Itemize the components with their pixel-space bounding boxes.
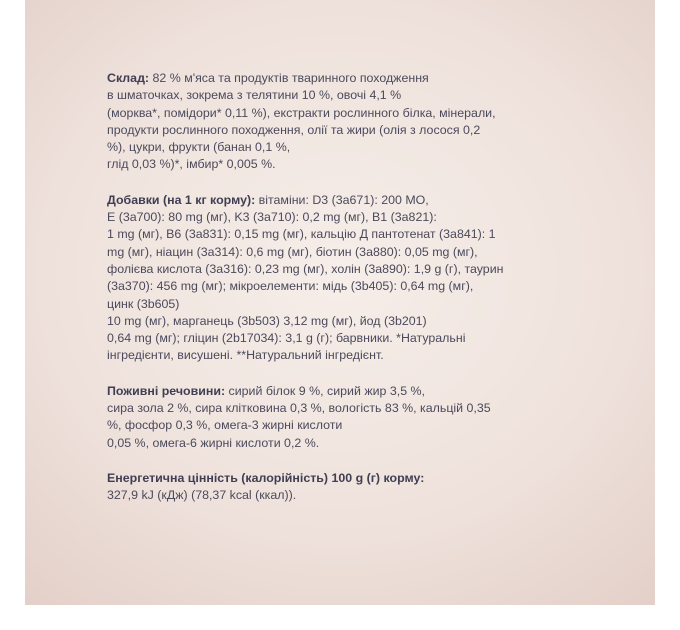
nutrients-line-1 xyxy=(107,383,612,400)
energy-line-1: 327,9 kJ (кДж) (78,37 kcal (ккал)). xyxy=(107,488,297,503)
additives-section xyxy=(107,192,612,365)
composition-section xyxy=(107,70,612,174)
composition-text: 82 % м'яса та продуктів тваринного походження xyxy=(149,71,429,85)
additives-line-1 xyxy=(107,192,612,209)
nutrients-line-3: %, фосфор 0,3 %, омега-3 жирні кислоти xyxy=(107,418,343,433)
additives-line-2: E (3a700): 80 mg (мг), K3 (3a710): 0,2 mg (мг), B1 (3a821): xyxy=(107,210,437,225)
product-info-panel xyxy=(25,0,655,605)
additives-line-10: інгредієнти, висушені. **Натуральний інгредієнт. xyxy=(107,348,384,363)
composition-line-5: %), цукри, фрукти (банан 0,1 %, xyxy=(107,140,291,155)
energy-section xyxy=(107,470,612,505)
composition-label: Склад: xyxy=(107,71,150,85)
additives-line-4: mg (мг), ніацин (3a314): 0,6 mg (мг), біотин (3a880): 0,05 mg (мг), xyxy=(107,244,478,259)
composition-line-4: продукти рослинного походження, олії та жири (олія з лосося 0,2 xyxy=(107,122,481,137)
composition-line-1 xyxy=(107,70,612,87)
energy-label: Енергетична цінність (калорійність) 100 g (г) корму: xyxy=(107,470,425,485)
additives-line-3: 1 mg (мг), B6 (3a831): 0,15 mg (мг), кальцію Д пантотенат (3a841): 1 xyxy=(107,227,496,242)
nutrients-line-4: 0,05 %, омега-6 жирні кислоти 0,2 %. xyxy=(107,435,320,450)
additives-line-6: (3a370): 456 mg (мг); мікроелементи: мідь (3b405): 0,64 mg (мг), xyxy=(107,279,474,294)
nutrients-text: сирий білок 9 %, сирий жир 3,5 %, xyxy=(225,383,425,398)
composition-line-2: в шматочках, зокрема з телятини 10 %, овочі 4,1 % xyxy=(107,88,402,103)
additives-label: Добавки (на 1 кг корму): xyxy=(107,192,256,207)
nutrients-label: Поживні речовини: xyxy=(107,383,226,398)
additives-line-9: 0,64 mg (мг); гліцин (2b17034): 3,1 g (г); барвники. *Натуральні xyxy=(107,331,466,346)
additives-line-5: фолієва кислота (3a316): 0,23 mg (мг), холін (3a890): 1,9 g (г), таурин xyxy=(107,261,504,276)
composition-line-3: (морква*, помідори* 0,11 %), екстракти рослинного білка, мінерали, xyxy=(107,105,496,120)
additives-line-7: цинк (3b605) xyxy=(107,296,180,311)
additives-text: вітаміни: D3 (3а671): 200 МО, xyxy=(255,192,429,207)
nutrients-section xyxy=(107,383,612,452)
composition-line-6: глід 0,03 %)*, імбир* 0,005 %. xyxy=(107,157,276,172)
additives-line-8: 10 mg (мг), марганець (3b503) 3,12 mg (мг), йод (3b201) xyxy=(107,313,427,328)
nutrients-line-2: сира зола 2 %, сира клітковина 0,3 %, вологість 83 %, кальцій 0,35 xyxy=(107,401,491,416)
product-info-text xyxy=(107,70,612,505)
